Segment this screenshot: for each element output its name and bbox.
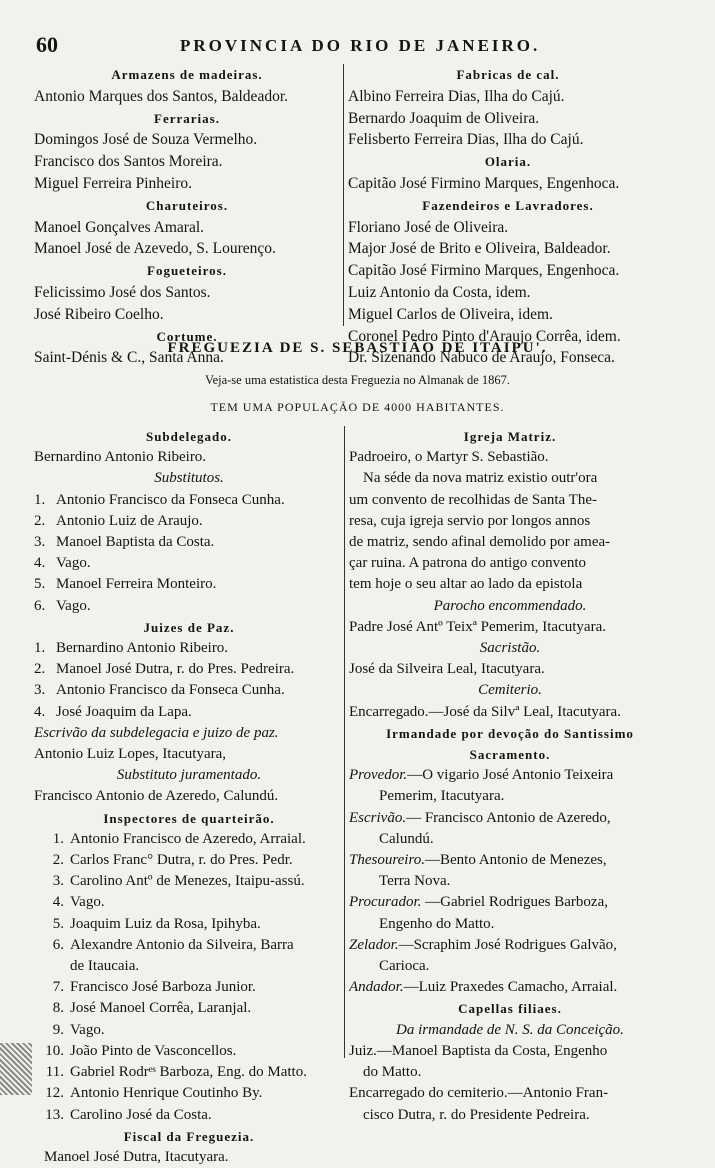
paragraph-line: çar ruina. A patrona do antigo convento [349,555,587,572]
juizes-heading: Juizes de Paz. [143,619,235,635]
list-item [34,977,344,998]
role-holder: —Scraphim José Rodrigues Galvão, [398,936,617,953]
list-item [34,1083,344,1104]
list-item: Bernardo Joaquim de Oliveira. [348,109,540,127]
bottom-right-column [349,426,671,1126]
list-item: Francisco dos Santos Moreira. [34,153,223,171]
substitutos-heading: Substitutos. [154,470,224,487]
item-text: Francisco José Barboza Junior. [70,979,256,996]
list-item: Capitão José Firmino Marques, Engenhoca. [348,262,620,280]
list-item: Dr. Sizenando Nabuco de Araujo, Fonseca. [348,349,615,367]
list-item [34,532,344,553]
role-holder: —O vigario José Antonio Teixeira [407,767,614,784]
list-item [34,680,344,701]
item-continuation: de Itaucaia. [70,958,140,975]
bottom-left-column [34,426,344,1168]
item-number: 4. [52,894,64,911]
item-text: Manoel José Dutra, r. do Pres. Pedreira. [56,661,295,678]
item-number: 8. [52,1000,64,1017]
capella-line: cisco Dutra, r. do Presidente Pedreira. [363,1106,590,1123]
list-item [34,553,344,574]
escrivao-name: Antonio Luiz Lopes, Itacutyara, [34,746,227,763]
padroeiro-line: Padroeiro, o Martyr S. Sebastião. [349,449,549,466]
top-right-column [348,64,668,369]
item-text: João Pinto de Vasconcellos. [70,1042,237,1059]
list-item [34,490,344,511]
sacristao-name: José da Silveira Leal, Itacutyara. [349,661,545,678]
item-text: Antonio Luiz de Araujo. [56,512,203,529]
list-item: Manoel José de Azevedo, S. Lourenço. [34,240,276,258]
irmandade-role [349,935,671,956]
section-heading: Fogueteiros. [147,263,227,279]
irmandade-heading: Irmandade por devoção do Santissimo [386,725,634,741]
paragraph-line: resa, cuja igreja servio por longos annos [349,512,591,529]
role-title: Zelador. [349,936,399,953]
irmandade-role [349,808,671,829]
item-text: Carolino Antº de Menezes, Itaipu-assú. [70,873,305,890]
item-text: Vago. [70,894,105,911]
list-item: José Ribeiro Coelho. [34,305,164,323]
capella-line: do Matto. [363,1064,422,1081]
item-number: 7. [52,979,64,996]
role-title: Escrivão. [349,809,407,826]
cemiterio-heading: Cemiterio. [478,682,542,699]
list-item [34,574,344,595]
list-item: Albino Ferreira Dias, Ilha do Cajú. [348,87,565,105]
item-number: 13. [45,1106,64,1123]
list-item: Manoel Gonçalves Amaral. [34,218,205,236]
item-text: Vago. [56,555,91,572]
section-heading: Charuteiros. [145,197,229,213]
irmandade-role [349,892,671,913]
almanak-note: Veja-se uma estatistica desta Freguezia no Almanak de 1867. [204,373,511,387]
role-continuation: Terra Nova. [379,873,451,890]
item-number: 11. [45,1064,64,1081]
item-number: 10. [45,1042,64,1059]
item-text: Gabriel Rodrᵉˢ Barboza, Eng. do Matto. [70,1064,307,1081]
item-number: 1. [34,491,46,508]
escrivao-heading: Escrivão da subdelegacia e juizo de paz. [34,724,279,741]
paragraph-line: de matriz, sendo afinal demolido por amea- [349,534,611,551]
list-item: Major José de Brito e Oliveira, Baldeador. [348,240,611,258]
cemiterio-line: Encarregado.—José da Silvª Leal, Itacutyara. [349,703,621,720]
top-left-column [34,64,340,369]
role-holder: —Bento Antonio de Menezes, [424,852,607,869]
capella-line: Encarregado do cemiterio.—Antonio Fran- [349,1085,609,1102]
role-continuation: Calundú. [379,830,434,847]
role-title: Procurador. [349,894,422,911]
item-text: Antonio Francisco da Fonseca Cunha. [56,491,285,508]
role-title: Andador. [349,979,404,996]
irmandade-role [349,850,671,871]
capellas-heading: Capellas filiaes. [458,1001,562,1017]
list-item: Capitão José Firmino Marques, Engenhoca. [348,174,620,192]
item-text: Joaquim Luiz da Rosa, Ipihyba. [70,915,261,932]
role-holder: —Luiz Praxedes Camacho, Arraial. [403,979,618,996]
list-item [34,998,344,1019]
irmandade-role [349,765,671,786]
role-title: Provedor. [349,767,408,784]
list-item [34,892,344,913]
population-note: TEM UMA POPULAÇÃO DE 4000 HABITANTES. [210,400,505,414]
list-item: Felisberto Ferreira Dias, Ilha do Cajú. [348,131,584,149]
item-text: Bernardino Antonio Ribeiro. [56,640,229,657]
item-text: Antonio Francisco de Azeredo, Arraial. [70,830,306,847]
item-text: Alexandre Antonio da Silveira, Barra [70,936,294,953]
section-heading: Olaria. [484,154,532,170]
item-text: José Manoel Corrêa, Laranjal. [70,1000,252,1017]
item-number: 3. [34,534,46,551]
role-holder: —Gabriel Rodrigues Barboza, [421,894,608,911]
role-continuation: Carioca. [379,958,430,975]
role-holder: — Francisco Antonio de Azeredo, [406,809,611,826]
sacristao-heading: Sacristão. [479,640,541,657]
igreja-heading: Igreja Matriz. [463,429,557,444]
item-number: 4. [34,555,46,572]
item-text: Antonio Francisco da Fonseca Cunha. [56,682,285,699]
list-item: Domingos José de Souza Vermelho. [34,131,258,149]
list-item [34,914,344,935]
section-heading: Fazendeiros e Lavradores. [422,197,594,213]
capella-line: Juiz.—Manoel Baptista da Costa, Engenho [349,1042,608,1059]
list-item [34,829,344,850]
list-item [34,935,344,956]
page-title: PROVINCIA DO RIO DE JANEIRO. [180,36,541,55]
irmandade-heading: Sacramento. [469,747,551,763]
item-text: Carlos Franc° Dutra, r. do Pres. Pedr. [70,852,293,869]
item-number: 5. [52,915,64,932]
role-continuation: Engenho do Matto. [379,915,495,932]
role-title: Thesoureiro. [349,852,425,869]
fiscal-name: Manoel José Dutra, Itacutyara. [44,1148,229,1165]
substituto-name: Francisco Antonio de Azeredo, Calundú. [34,788,279,805]
page-header [30,30,685,58]
item-text: Antonio Henrique Coutinho By. [70,1085,263,1102]
item-number: 1. [34,640,46,657]
list-item [34,638,344,659]
list-item [34,871,344,892]
list-item: Luiz Antonio da Costa, idem. [348,283,531,301]
list-item [34,1041,344,1062]
list-item: Miguel Ferreira Pinheiro. [34,174,192,192]
item-number: 6. [52,936,64,953]
irmandade-role [349,977,671,998]
item-number: 4. [34,703,46,720]
column-divider-bottom [344,426,345,1058]
paragraph-line: tem hoje o seu altar ao lado da epistola [349,576,583,593]
item-number: 2. [34,661,46,678]
item-text: Vago. [56,597,91,614]
list-item: Floriano José de Oliveira. [348,218,509,236]
item-number: 2. [34,512,46,529]
role-continuation: Pemerim, Itacutyara. [379,788,505,805]
paragraph-line: Na séde da nova matriz existio outr'ora [363,470,598,487]
list-item: Miguel Carlos de Oliveira, idem. [348,305,553,323]
section-heading: Fabricas de cal. [456,67,560,82]
list-item: Coronel Pedro Pinto d'Araujo Corrêa, idem. [348,327,621,345]
item-number: 3. [52,873,64,890]
item-number: 3. [34,682,46,699]
section-heading: Armazens de madeiras. [111,67,263,82]
column-divider-top [343,64,344,326]
section-heading: Cortume. [156,328,218,344]
subdelegado-heading: Subdelegado. [145,429,233,444]
item-text: Manoel Baptista da Costa. [56,534,215,551]
list-item [34,1020,344,1041]
parocho-name: Padre José Antº Teixª Pemerim, Itacutyara. [349,618,606,635]
paragraph-line: um convento de recolhidas de Santa The- [349,491,597,508]
item-text: Manoel Ferreira Monteiro. [56,576,217,593]
list-item [34,702,344,723]
list-item: Saint-Dénis & C., Santa Anna. [34,349,224,367]
section-heading: Ferrarias. [154,110,220,126]
capella-heading: Da irmandade de N. S. da Conceição. [396,1021,624,1038]
item-text: Vago. [70,1021,105,1038]
page-number: 60 [36,32,58,57]
item-number: 1. [52,830,64,847]
subdelegado-name: Bernardino Antonio Ribeiro. [34,449,207,466]
fiscal-heading: Fiscal da Freguezia. [123,1128,255,1144]
parocho-heading: Parocho encommendado. [433,597,587,614]
item-number: 12. [45,1085,64,1102]
page-stain [0,1043,32,1095]
list-item [34,596,344,617]
list-item [34,1105,344,1126]
list-item [34,511,344,532]
freguezia-title: FREGUEZIA DE S. SEBASTIÃO DE ITAIPU'. [167,340,548,356]
list-item [34,1062,344,1083]
item-number: 5. [34,576,46,593]
inspectores-heading: Inspectores de quarteirão. [103,810,275,826]
list-item [34,659,344,680]
list-item [34,850,344,871]
list-item: Antonio Marques dos Santos, Baldeador. [34,87,289,105]
substituto-heading: Substituto juramentado. [116,767,262,784]
list-item: Felicissimo José dos Santos. [34,283,211,301]
item-text: José Joaquim da Lapa. [56,703,192,720]
item-number: 6. [34,597,46,614]
item-text: Carolino José da Costa. [70,1106,212,1123]
item-number: 9. [52,1021,64,1038]
item-number: 2. [52,852,64,869]
